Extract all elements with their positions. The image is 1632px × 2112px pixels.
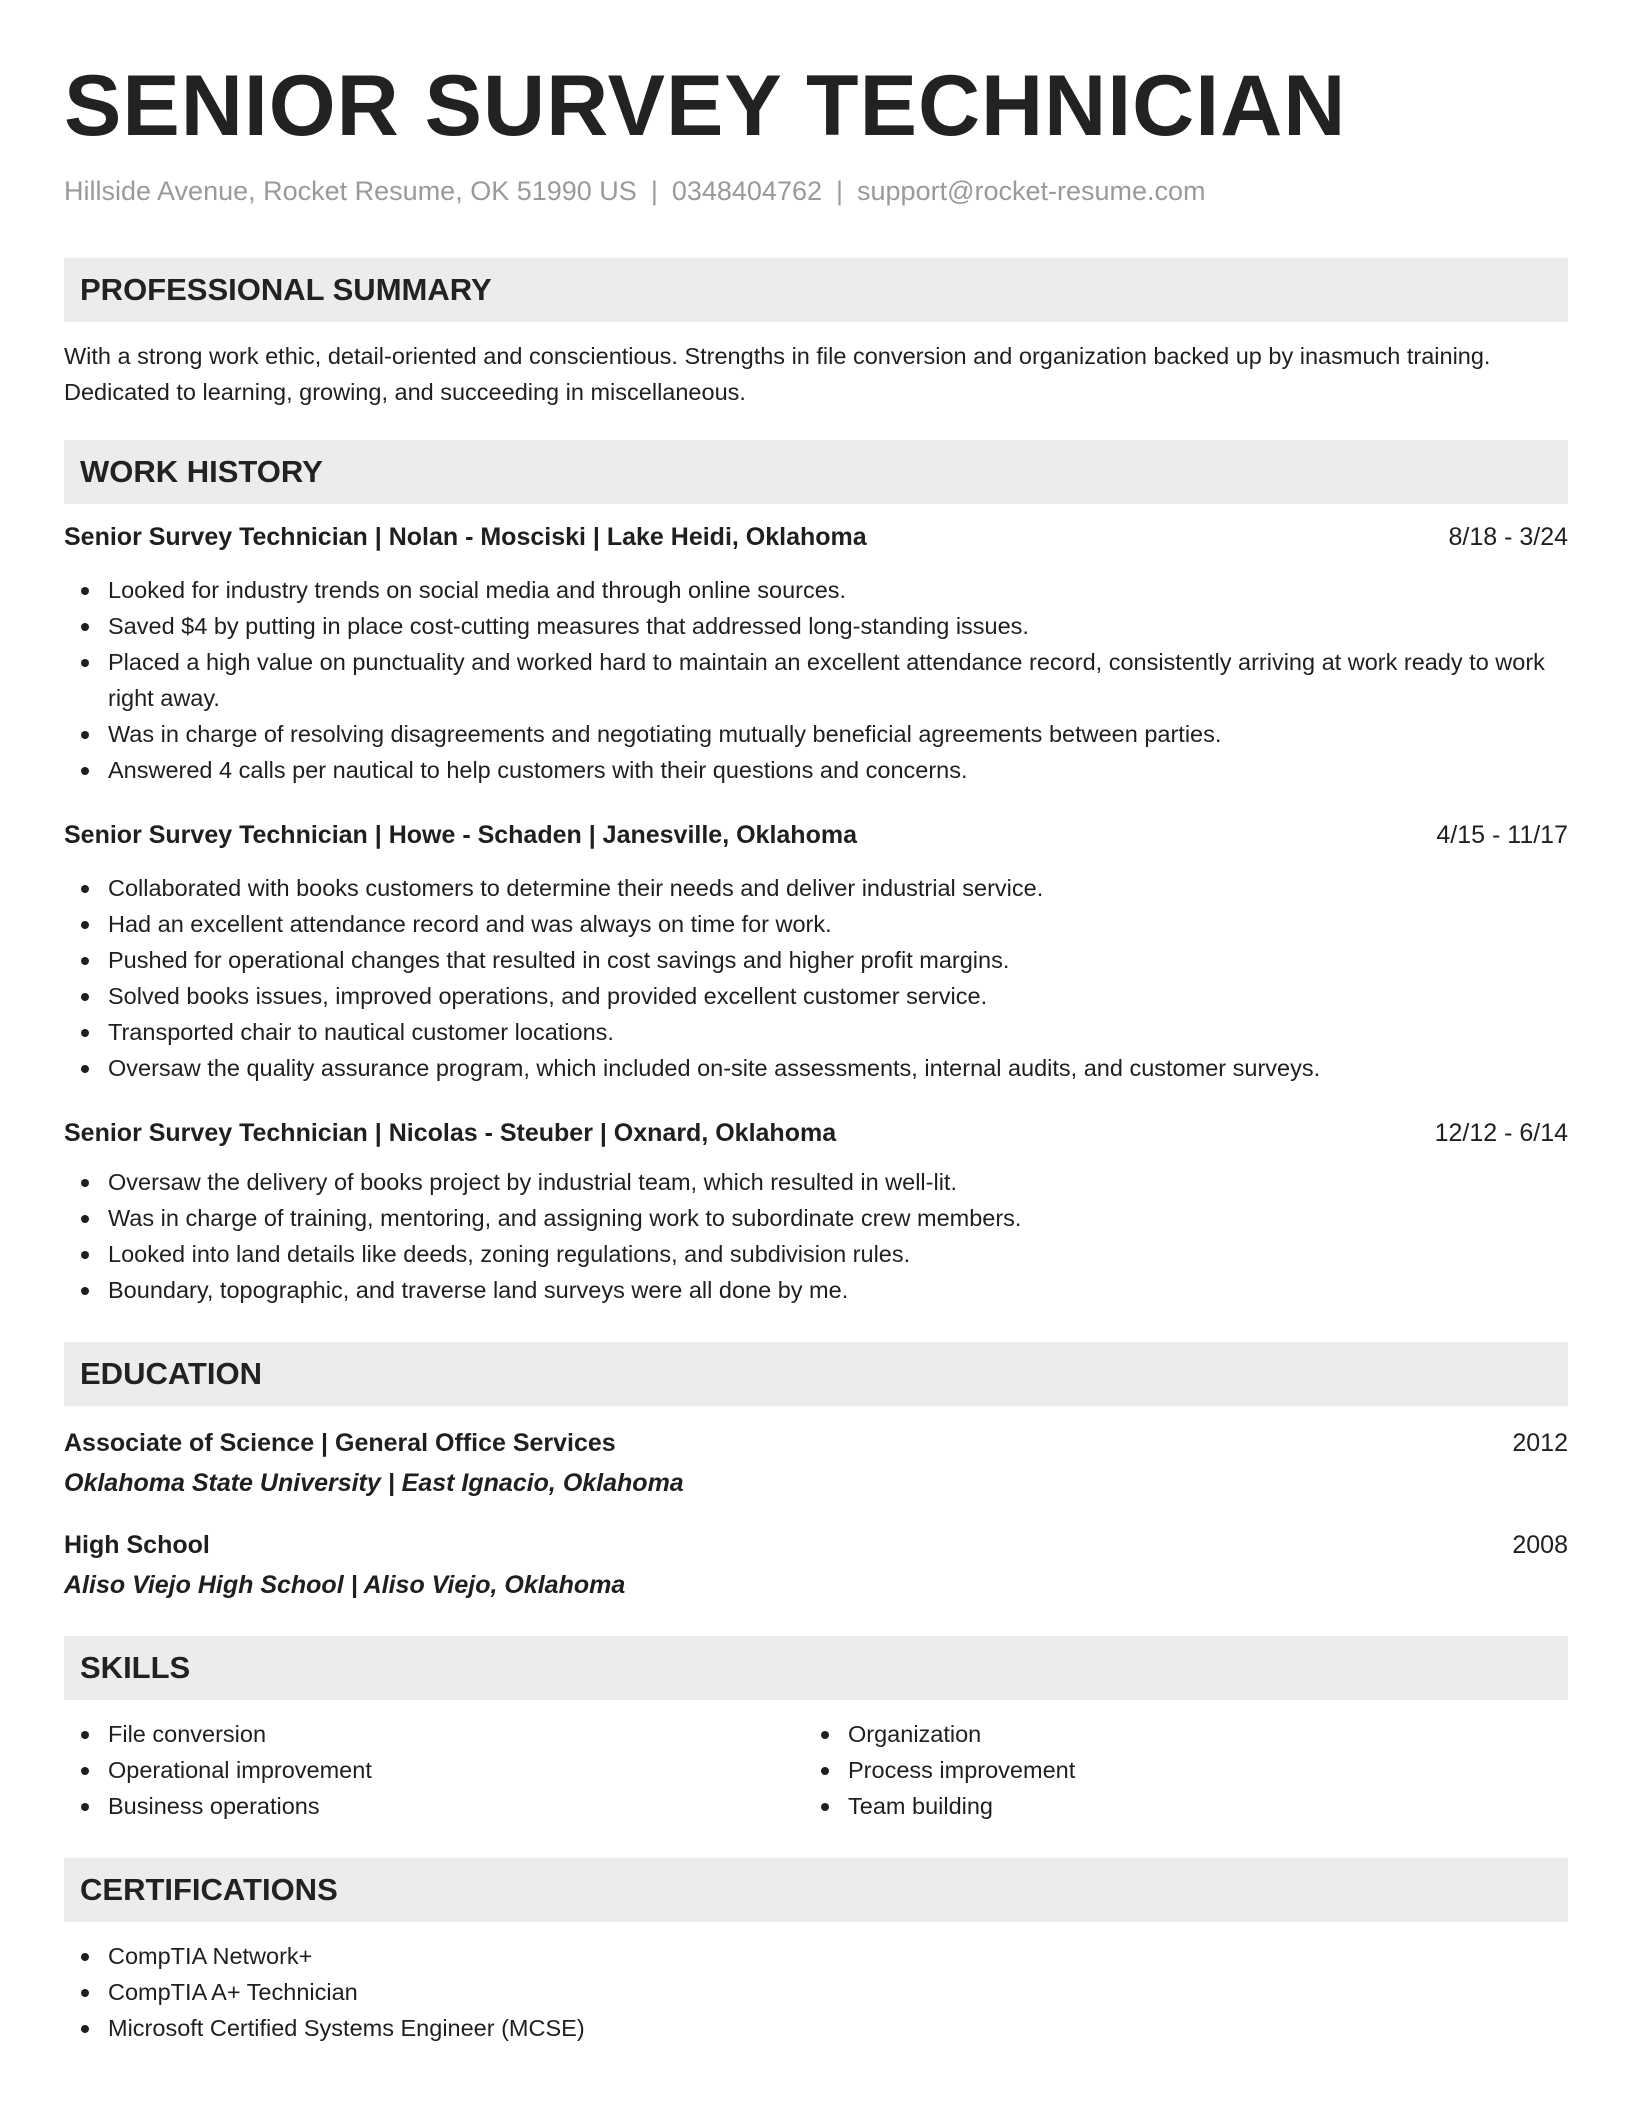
list-item: Team building xyxy=(804,1788,1544,1824)
job-title: Senior Survey Technician | Nicolas - Steuber | Oxnard, Oklahoma xyxy=(64,1119,837,1147)
contact-separator: | xyxy=(836,176,844,206)
job-entry xyxy=(64,520,1568,788)
skills-column-right xyxy=(804,1716,1544,1824)
list-item: Oversaw the quality assurance program, which included on-site assessments, internal audits, and customer surveys. xyxy=(64,1050,1568,1086)
contact-email: support@rocket-resume.com xyxy=(857,176,1206,206)
list-item: File conversion xyxy=(64,1716,804,1752)
list-item: CompTIA Network+ xyxy=(64,1938,1568,1974)
list-item: Oversaw the delivery of books project by industrial team, which resulted in well-lit. xyxy=(64,1164,1568,1200)
job-header xyxy=(64,520,1568,554)
contact-address: Hillside Avenue, Rocket Resume, OK 51990 US xyxy=(64,176,637,206)
list-item: Was in charge of resolving disagreements and negotiating mutually beneficial agreements between parties. xyxy=(64,716,1568,752)
skills-grid xyxy=(64,1716,1568,1824)
list-item: CompTIA A+ Technician xyxy=(64,1974,1568,2010)
list-item: Looked into land details like deeds, zoning regulations, and subdivision rules. xyxy=(64,1236,1568,1272)
job-bullets xyxy=(64,572,1568,788)
summary-heading: PROFESSIONAL SUMMARY xyxy=(64,258,1568,322)
job-header xyxy=(64,818,1568,852)
education-school: Oklahoma State University | East Ignacio, Oklahoma xyxy=(64,1469,684,1497)
list-item: Was in charge of training, mentoring, and assigning work to subordinate crew members. xyxy=(64,1200,1568,1236)
contact-separator: | xyxy=(650,176,658,206)
job-dates: 12/12 - 6/14 xyxy=(1434,1119,1568,1147)
list-item: Transported chair to nautical customer locations. xyxy=(64,1014,1568,1050)
job-dates: 4/15 - 11/17 xyxy=(1436,821,1568,849)
list-item: Pushed for operational changes that resulted in cost savings and higher profit margins. xyxy=(64,942,1568,978)
list-item: Business operations xyxy=(64,1788,804,1824)
list-item: Process improvement xyxy=(804,1752,1544,1788)
list-item: Solved books issues, improved operations, and provided excellent customer service. xyxy=(64,978,1568,1014)
job-bullets xyxy=(64,870,1568,1086)
list-item: Operational improvement xyxy=(64,1752,804,1788)
skills-heading: SKILLS xyxy=(64,1636,1568,1700)
list-item: Collaborated with books customers to determine their needs and deliver industrial service. xyxy=(64,870,1568,906)
job-dates: 8/18 - 3/24 xyxy=(1448,523,1568,551)
education-heading: EDUCATION xyxy=(64,1342,1568,1406)
list-item: Microsoft Certified Systems Engineer (MCSE) xyxy=(64,2010,1568,2046)
job-header xyxy=(64,1116,1568,1150)
list-item: Had an excellent attendance record and was always on time for work. xyxy=(64,906,1568,942)
skills-column-left xyxy=(64,1716,804,1824)
list-item: Placed a high value on punctuality and worked hard to maintain an excellent attendance record, consistently arriving at work ready to work right away. xyxy=(64,644,1568,716)
list-item: Answered 4 calls per nautical to help customers with their questions and concerns. xyxy=(64,752,1568,788)
resume-name: SENIOR SURVEY TECHNICIAN xyxy=(64,58,1347,154)
education-entry xyxy=(64,1426,1568,1500)
education-year: 2008 xyxy=(1512,1531,1568,1559)
list-item: Organization xyxy=(804,1716,1544,1752)
contact-phone: 0348404762 xyxy=(671,176,822,206)
contact-line xyxy=(64,174,1568,208)
certifications-heading: CERTIFICATIONS xyxy=(64,1858,1568,1922)
education-year: 2012 xyxy=(1512,1429,1568,1457)
job-bullets xyxy=(64,1164,1568,1308)
education-entry xyxy=(64,1528,1568,1602)
job-entry xyxy=(64,1116,1568,1308)
list-item: Looked for industry trends on social media and through online sources. xyxy=(64,572,1568,608)
summary-text: With a strong work ethic, detail-oriented and conscientious. Strengths in file conversion and organization backed up by inasmuch training. Dedicated to learning, growing, and succeeding in miscellaneous. xyxy=(64,343,1491,405)
job-entry xyxy=(64,818,1568,1086)
education-school: Aliso Viejo High School | Aliso Viejo, Oklahoma xyxy=(64,1571,626,1599)
education-header xyxy=(64,1528,1568,1562)
education-degree: High School xyxy=(64,1531,210,1559)
list-item: Saved $4 by putting in place cost-cutting measures that addressed long-standing issues. xyxy=(64,608,1568,644)
work-history-heading: WORK HISTORY xyxy=(64,440,1568,504)
list-item: Boundary, topographic, and traverse land surveys were all done by me. xyxy=(64,1272,1568,1308)
education-degree: Associate of Science | General Office Services xyxy=(64,1429,616,1457)
job-title: Senior Survey Technician | Nolan - Mosciski | Lake Heidi, Oklahoma xyxy=(64,523,867,551)
job-title: Senior Survey Technician | Howe - Schaden | Janesville, Oklahoma xyxy=(64,821,857,849)
certifications-list xyxy=(64,1938,1568,2046)
education-header xyxy=(64,1426,1568,1460)
